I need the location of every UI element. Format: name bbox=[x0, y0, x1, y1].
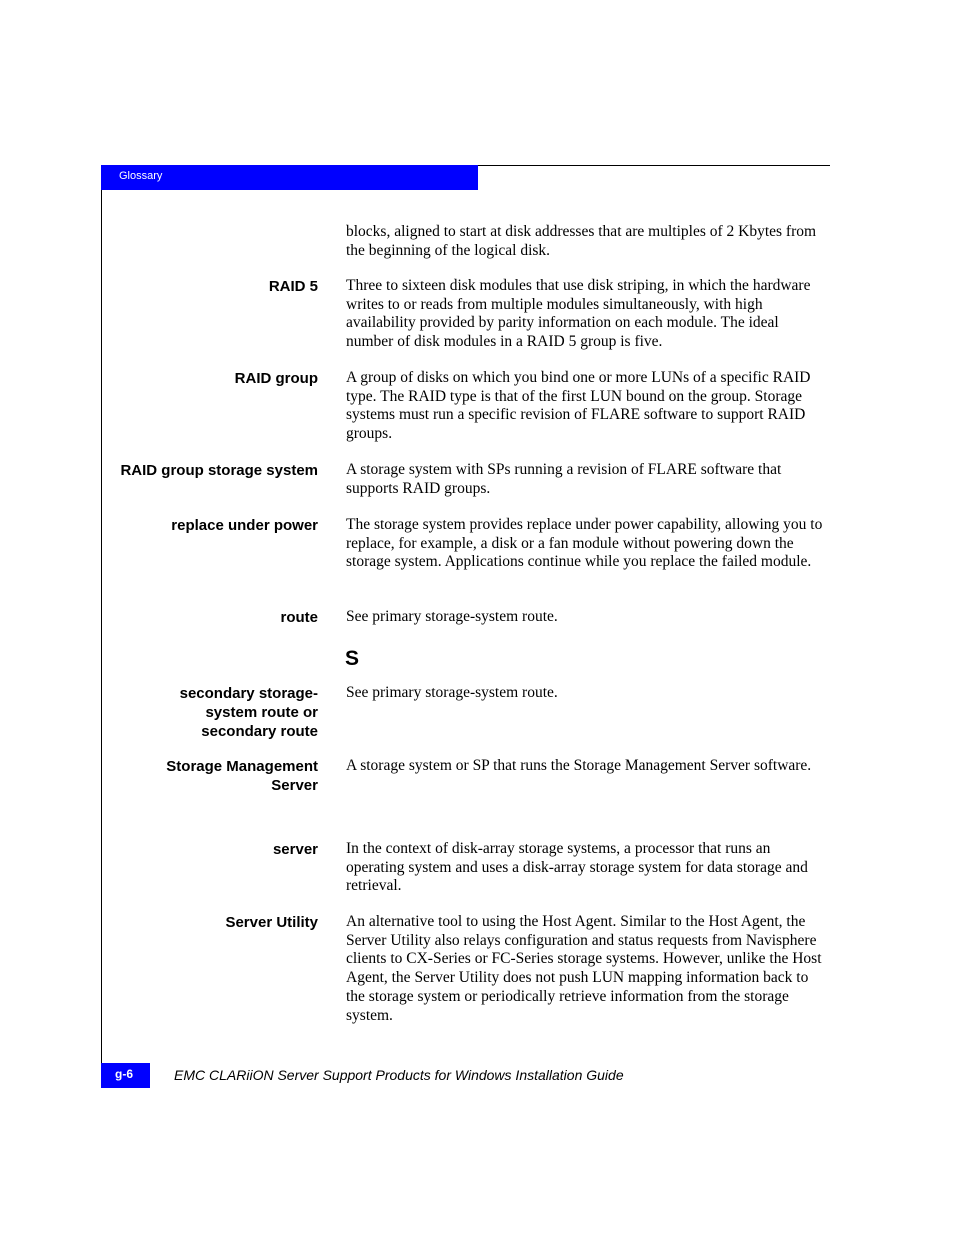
definition-server: In the context of disk-array storage systems, a processor that runs an operating system and uses a disk-array storage system for data storage and retrieval. bbox=[346, 840, 808, 895]
intro-text: blocks, aligned to start at disk addresses that are multiples of 2 Kbytes from the beginning of the logical disk. bbox=[346, 223, 817, 259]
definition-storage-management-server: A storage system or SP that runs the Storage Management Server software. bbox=[346, 757, 812, 774]
page-number: g-6 bbox=[115, 1067, 133, 1081]
term-server: server bbox=[272, 841, 318, 858]
term-raid5: RAID 5 bbox=[268, 278, 318, 295]
left-margin-rule bbox=[101, 165, 102, 1088]
definition-server-utility: An alternative tool to using the Host Agent. Similar to the Host Agent, the Server Utility also relays configuration and status requests from Navisphere clients to CX-Series or FC-Series storage systems. However, unlike the Host Agent, the Server Utility does not push LUN mapping information back to the storage system or periodically retrieve information from the storage system. bbox=[346, 913, 822, 1024]
term-server-utility: Server Utility bbox=[225, 914, 318, 931]
footer-title: EMC CLARiiON Server Support Products for Windows Installation Guide bbox=[174, 1067, 624, 1083]
term-route: route bbox=[280, 609, 318, 626]
definition-route: See primary storage-system route. bbox=[346, 608, 558, 625]
definition-replace-under-power: The storage system provides replace under power capability, allowing you to replace, for example, a disk or a fan module without powering down the storage system. Applications continue while you replace the failed module. bbox=[346, 516, 823, 571]
section-title: Glossary bbox=[119, 170, 163, 182]
definition-raid-group-storage-system: A storage system with SPs running a revision of FLARE software that supports RAID groups. bbox=[346, 461, 782, 497]
term-raid-group: RAID group bbox=[234, 370, 318, 387]
definition-secondary-route: See primary storage-system route. bbox=[346, 684, 558, 701]
term-secondary-route: secondary storage-system route or secondary route bbox=[179, 685, 318, 740]
section-letter: S bbox=[345, 647, 360, 670]
definition-raid5: Three to sixteen disk modules that use disk striping, in which the hardware writes to or reads from multiple modules simultaneously, with high availability provided by parity information on each module. The ideal number of disk modules in a RAID 5 group is five. bbox=[346, 277, 811, 351]
term-raid-group-storage-system: RAID group storage system bbox=[120, 462, 318, 479]
term-replace-under-power: replace under power bbox=[171, 517, 318, 534]
definition-raid-group: A group of disks on which you bind one or more LUNs of a specific RAID type. The RAID type is that of the first LUN bound on the group. Storage systems must run a specific revision of FLARE software to support RAID groups. bbox=[346, 369, 811, 443]
term-storage-management-server: Storage Management Server bbox=[166, 758, 318, 794]
